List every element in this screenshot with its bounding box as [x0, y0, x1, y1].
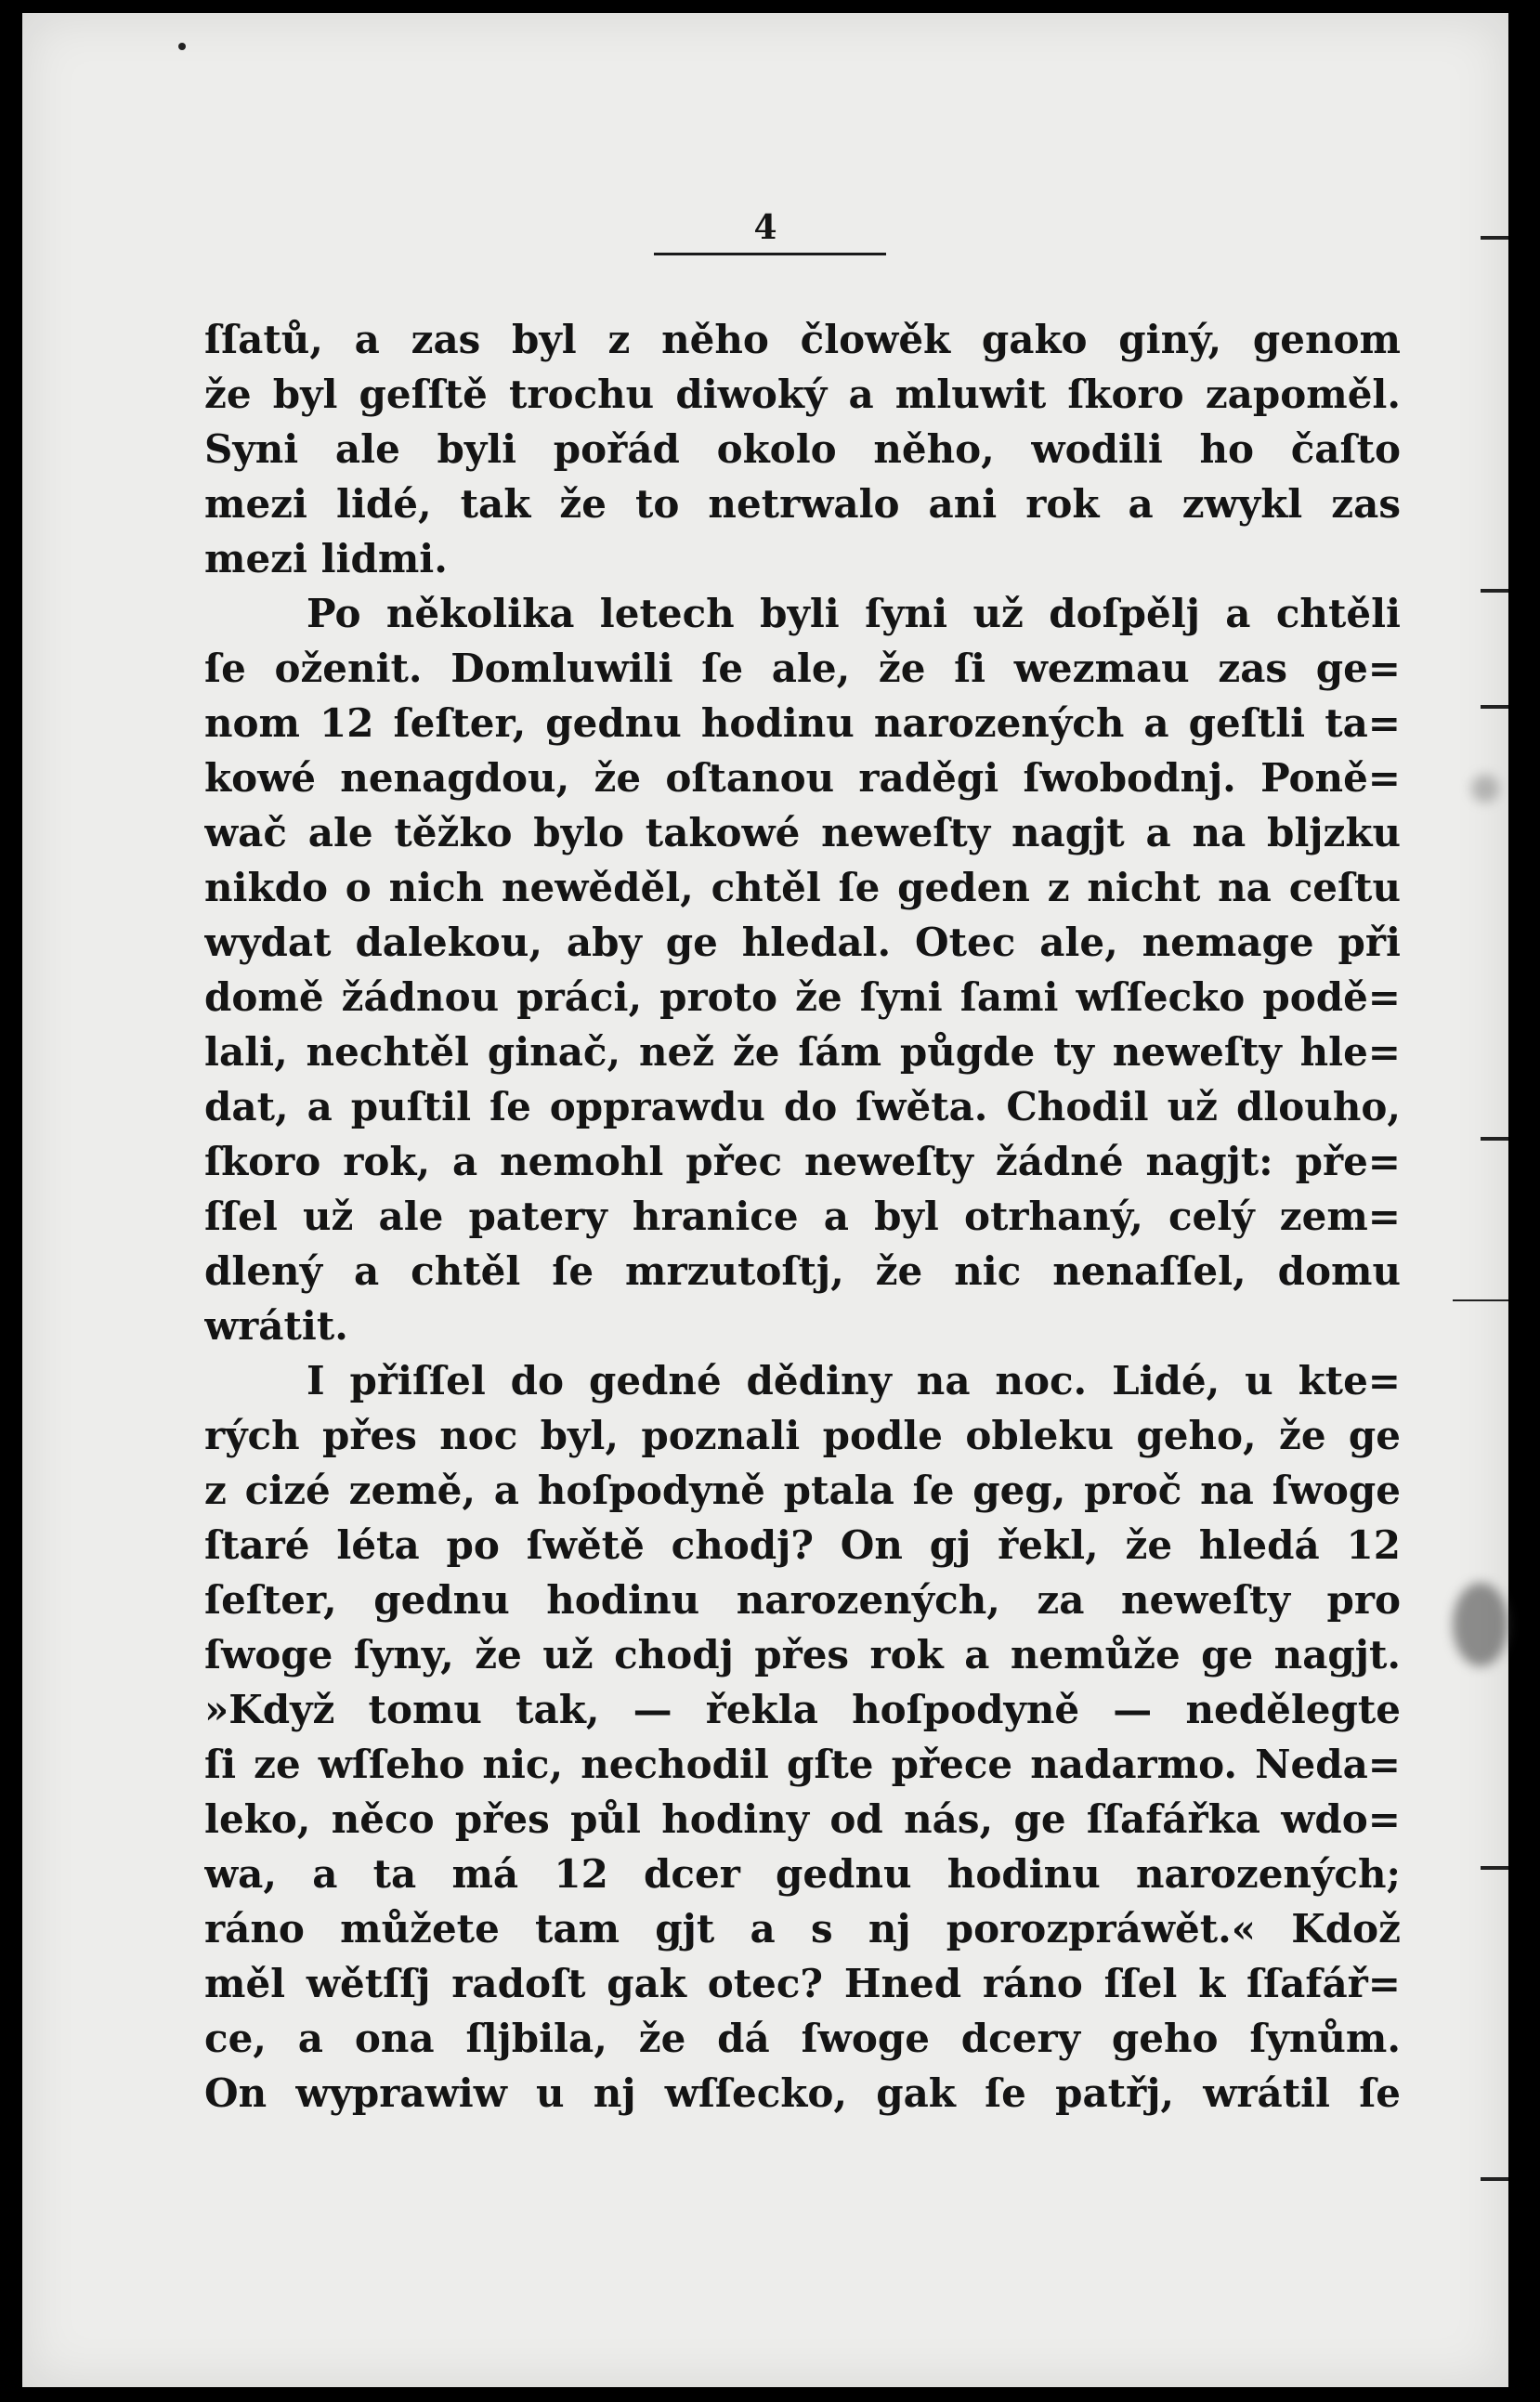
text-line: ráno můžete tam gjt a s nj porozpráwět.« Kdož	[204, 1906, 1401, 1952]
text-line: ſtaré léta po ſwětě chodj? On gj řekl, že hledá 12	[204, 1522, 1401, 1568]
text-line: ſſatů, a zas byl z něho člowěk gako giný, genom	[204, 317, 1401, 362]
edge-mark	[1481, 2177, 1508, 2181]
text-line: ſi ze wſſeho nic, nechodil gſte přece nadarmo. Neda=	[204, 1742, 1401, 1787]
text-line: ſe oženit. Domluwili ſe ale, že ſi wezmau zas ge=	[204, 646, 1401, 691]
text-line: wa, a ta má 12 dcer gednu hodinu narozených;	[204, 1851, 1401, 1897]
edge-mark	[1453, 1299, 1508, 1301]
text-line: leko, něco přes půl hodiny od nás, ge ſſafářka wdo=	[204, 1796, 1401, 1842]
text-line: On wyprawiw u nj wſſecko, gak ſe patřj, wrátil ſe	[204, 2070, 1401, 2116]
text-line: wrátit.	[204, 1303, 348, 1349]
text-line: kowé nenagdou, že oſtanou raděgi ſwobodnj. Poně=	[204, 755, 1401, 801]
text-line: wydat dalekou, aby ge hledal. Otec ale, nemage při	[204, 920, 1401, 965]
edge-mark	[1481, 1137, 1508, 1141]
text-line: lali, nechtěl ginač, než že ſám půgde ty neweſty hle=	[204, 1029, 1401, 1075]
text-line: ſſel už ale patery hranice a byl otrhaný, celý zem=	[204, 1194, 1401, 1239]
paragraph-start-line: I přiſſel do gedné dědiny na noc. Lidé, u kte=	[307, 1358, 1401, 1403]
text-line: mezi lidé, tak že to netrwalo ani rok a zwykl zas	[204, 481, 1401, 527]
text-line: wač ale těžko bylo takowé neweſty nagjt a na bljzku	[204, 810, 1401, 855]
edge-mark	[1481, 1866, 1508, 1870]
text-line: mezi lidmi.	[204, 536, 448, 581]
text-line: rých přes noc byl, poznali podle obleku geho, že ge	[204, 1413, 1401, 1458]
text-line: »Když tomu tak, — řekla hoſpodyně — nedělegte	[204, 1687, 1401, 1732]
text-line: ſwoge ſyny, že už chodj přes rok a nemůže ge nagjt.	[204, 1632, 1401, 1677]
body-text	[204, 312, 1401, 2121]
text-line: že byl geſſtě trochu diwoký a mluwit ſkoro zapoměl.	[204, 372, 1401, 417]
edge-mark	[1481, 589, 1508, 593]
text-line: domě žádnou práci, proto že ſyni ſami wſſecko podě=	[204, 974, 1401, 1020]
book-page	[22, 13, 1508, 2387]
page-number: 4	[753, 208, 777, 247]
paragraph-start-line: Po několika letech byli ſyni už doſpělj a chtěli	[307, 591, 1401, 636]
text-line: nikdo o nich newěděl, chtěl ſe geden z nicht na ceſtu	[204, 865, 1401, 910]
text-line: Syni ale byli pořád okolo něho, wodili ho čaſto	[204, 426, 1401, 472]
text-line: ſeſter, gednu hodinu narozených, za neweſty pro	[204, 1577, 1401, 1623]
text-line: z cizé země, a hoſpodyně ptala ſe geg, proč na ſwoge	[204, 1468, 1401, 1513]
text-line: ce, a ona ſljbila, že dá ſwoge dcery geho ſynům.	[204, 2016, 1401, 2061]
ink-dot	[178, 43, 186, 50]
edge-mark	[1481, 705, 1508, 709]
header-rule	[654, 253, 886, 255]
text-line: ſkoro rok, a nemohl přec neweſty žádné nagjt: pře=	[204, 1139, 1401, 1184]
text-line: dat, a puſtil ſe opprawdu do ſwěta. Chodil už dlouho,	[204, 1084, 1401, 1129]
text-line: nom 12 ſeſter, gednu hodinu narozených a geſtli ta=	[204, 700, 1401, 746]
ink-blot	[1453, 1583, 1508, 1666]
text-line: dlený a chtěl ſe mrzutoſtj, že nic nenaſſel, domu	[204, 1248, 1401, 1294]
ink-blot	[1471, 775, 1499, 803]
text-line: měl wětſſj radoſt gak otec? Hned ráno ſſel k ſſafář=	[204, 1961, 1401, 2006]
